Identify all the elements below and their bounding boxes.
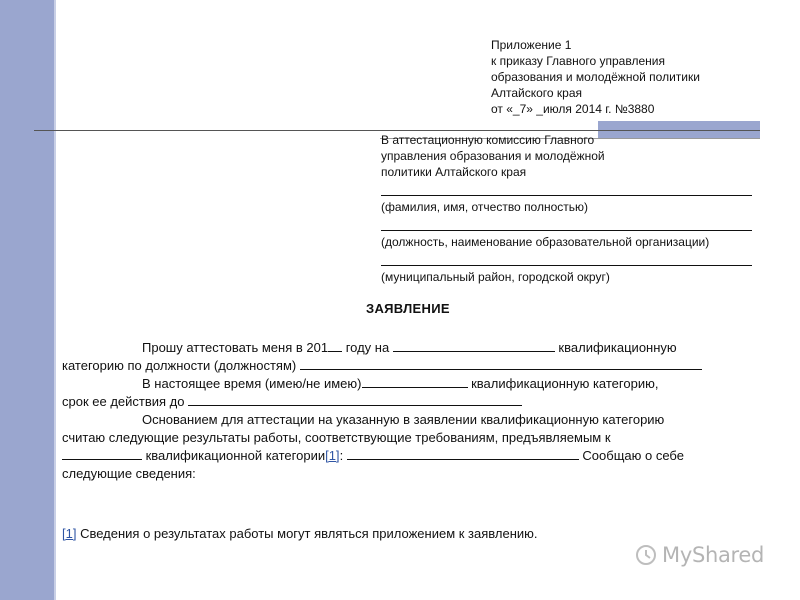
- application-body: [62, 339, 772, 483]
- body-text: считаю следующие результаты работы, соответствующие требованиям, предъявляемым к: [62, 430, 611, 445]
- left-bar-edge: [54, 0, 56, 600]
- validity-date-blank: [188, 393, 522, 406]
- document-title: ЗАЯВЛЕНИЕ: [366, 301, 450, 316]
- appendix-line: Алтайского края: [491, 86, 583, 100]
- results-blank: [347, 447, 579, 460]
- body-line: [62, 447, 772, 465]
- addressee-line: В аттестационную комиссию Главного: [381, 133, 595, 147]
- header-divider: [34, 130, 760, 131]
- body-text: году на: [342, 340, 393, 355]
- name-blank-line: [381, 194, 752, 196]
- body-text: :: [339, 448, 347, 463]
- appendix-header: [491, 37, 781, 117]
- body-line: [62, 357, 772, 375]
- body-line: [62, 465, 772, 483]
- body-text: категорию по должности (должностям): [62, 358, 300, 373]
- category-blank: [393, 339, 555, 352]
- has-category-blank: [362, 375, 468, 388]
- body-text: Сообщаю о себе: [578, 448, 684, 463]
- requirements-blank: [62, 447, 142, 460]
- appendix-line: к приказу Главного управления: [491, 54, 665, 68]
- name-hint: (фамилия, имя, отчество полностью): [381, 200, 589, 214]
- watermark-logo-icon: [636, 545, 656, 565]
- addressee-line: управления образования и молодёжной: [381, 149, 605, 163]
- footnote: [62, 526, 538, 542]
- appendix-line: образования и молодёжной политики: [491, 70, 700, 84]
- body-text: следующие сведения:: [62, 466, 196, 481]
- left-decorative-bar: [0, 0, 54, 600]
- watermark-text: MyShared: [662, 543, 765, 567]
- addressee-block: [381, 132, 756, 285]
- footnote-ref-link[interactable]: [1]: [62, 526, 77, 541]
- body-text: Основанием для аттестации на указанную в заявлении квалификационную категорию: [142, 412, 665, 427]
- watermark: [636, 540, 786, 570]
- body-line: [62, 393, 772, 411]
- body-text: квалификационную категорию,: [467, 376, 659, 391]
- body-line: [62, 375, 772, 393]
- position-blank-line: [381, 229, 752, 231]
- body-text: В настоящее время (имею/не имею): [142, 376, 362, 391]
- body-line: [62, 339, 772, 357]
- body-text: срок ее действия до: [62, 394, 189, 409]
- footnote-text: Сведения о результатах работы могут являться приложением к заявлению.: [76, 526, 538, 541]
- appendix-line: Приложение 1: [491, 38, 572, 52]
- year-blank: [328, 339, 342, 352]
- body-line: [62, 429, 772, 447]
- region-hint: (муниципальный район, городской округ): [381, 270, 610, 284]
- region-blank-line: [381, 264, 752, 266]
- appendix-line: от «_7» _июля 2014 г. №3880: [491, 102, 655, 116]
- addressee-line: политики Алтайского края: [381, 165, 527, 179]
- position-blank: [300, 357, 702, 370]
- footnote-link[interactable]: [1]: [325, 448, 340, 463]
- position-hint: (должность, наименование образовательной организации): [381, 235, 710, 249]
- body-text: квалификационной категории: [142, 448, 326, 463]
- body-text: Прошу аттестовать меня в 201: [142, 340, 329, 355]
- body-text: квалификационную: [554, 340, 677, 355]
- body-line: [62, 411, 772, 429]
